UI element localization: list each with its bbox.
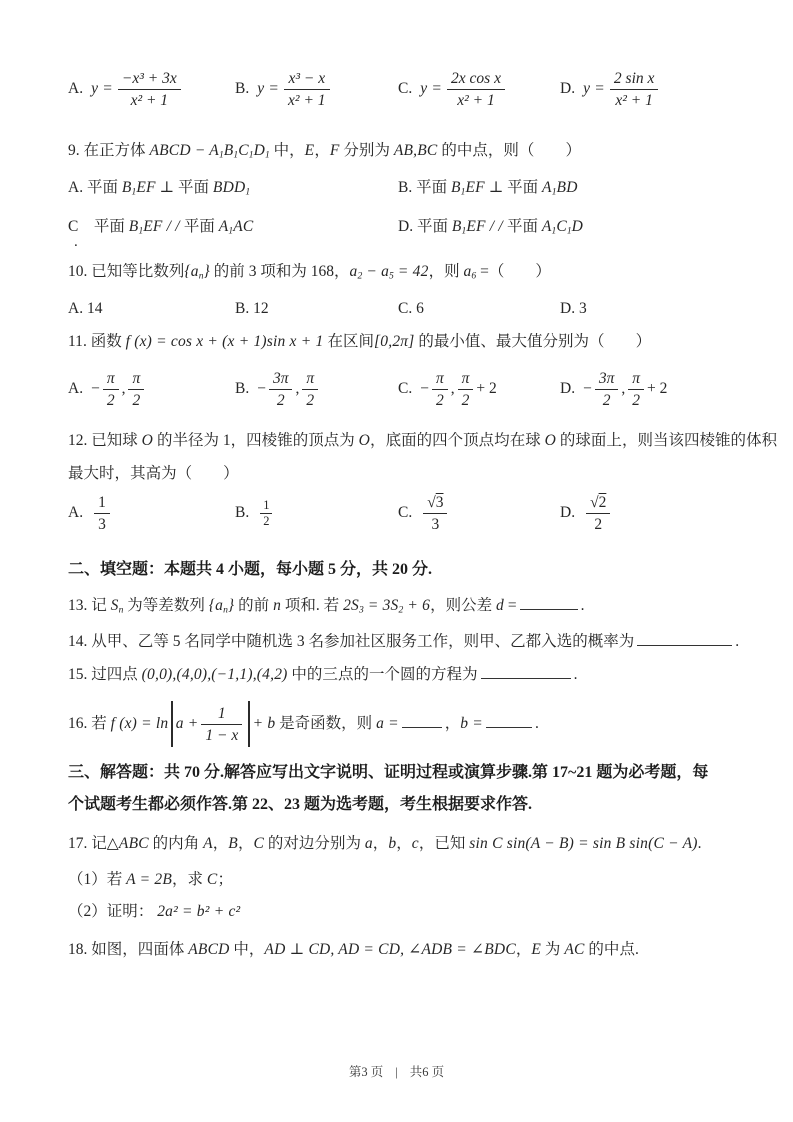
option-label: B. xyxy=(235,80,250,97)
text-segment: （2）证明： xyxy=(68,903,154,920)
answer-blank xyxy=(481,665,571,679)
fraction-denominator: 2 xyxy=(306,391,315,409)
option-label: B. xyxy=(235,504,250,521)
text-segment: ，求 xyxy=(172,871,204,888)
text-segment: . xyxy=(735,633,740,650)
option-label: D. xyxy=(560,80,576,97)
text-segment: sin C sin(A − B) = sin B sin(C − A) xyxy=(469,835,698,852)
text-segment: AC xyxy=(564,941,585,958)
fraction-numerator: π xyxy=(458,369,474,390)
text-segment: / / xyxy=(166,218,180,235)
text-segment: 的最小值、最大值分别为（ ） xyxy=(418,333,652,350)
text-segment: ，底面的四个顶点均在球 xyxy=(370,432,541,449)
fraction-numerator: 1 xyxy=(201,704,242,725)
fraction xyxy=(269,369,293,410)
text-segment: (0,0),(4,0),(−1,1),(4,2) xyxy=(141,666,288,683)
fraction-numerator: 2x cos x xyxy=(447,69,505,90)
answer-blank xyxy=(520,596,578,610)
text-segment: . xyxy=(534,715,539,732)
text-segment: $A_1C_1D$ xyxy=(541,218,584,237)
q10-option-a: A. 14 xyxy=(68,300,103,317)
option-label: A. xyxy=(68,380,84,397)
text-segment: （1）若 xyxy=(68,871,123,888)
q11-options-row xyxy=(0,367,793,411)
fraction xyxy=(610,69,658,110)
abs-value-bar xyxy=(248,701,249,747)
text-segment: $S_n$ xyxy=(110,597,124,616)
text-segment: $B_1EF$ xyxy=(451,179,485,198)
text-segment: ⊥ 平面 xyxy=(159,179,210,196)
radicand: 2 xyxy=(598,493,607,511)
option-label: D. xyxy=(560,504,576,521)
fraction-denominator: 2 xyxy=(594,515,603,533)
fraction xyxy=(260,498,272,529)
text-segment: AD ⊥ CD, AD = CD, ∠ADB = ∠BDC xyxy=(264,941,516,958)
fraction-denominator: 2 xyxy=(276,391,285,409)
fraction-denominator: 2 xyxy=(602,391,611,409)
q9-option-d xyxy=(398,216,583,238)
text-segment: $\{a_n\}$ xyxy=(184,263,210,282)
fraction-denominator: 2 xyxy=(435,391,444,409)
formula-lead: y = xyxy=(420,80,443,97)
formula-lead: y = xyxy=(91,80,113,97)
fraction-denominator: 2 xyxy=(106,391,115,409)
text-segment: 是奇函数，则 xyxy=(275,715,377,732)
minus-sign: − xyxy=(420,380,429,397)
text-segment: 平面 xyxy=(416,179,448,196)
comma: , xyxy=(121,380,126,397)
text-segment: 的中点. xyxy=(588,941,639,958)
formula-lead: y = xyxy=(257,80,280,97)
text-segment: ； xyxy=(217,871,233,888)
text-segment: . xyxy=(573,666,578,683)
fraction-numerator: 3π xyxy=(269,369,293,390)
text-segment: 13. xyxy=(68,597,88,614)
question-14-stem xyxy=(68,631,739,653)
text-segment: ABCD − $A_1B_1C_1D_1$ xyxy=(149,142,270,161)
sqrt-symbol: √ xyxy=(590,493,599,511)
footer-separator: | xyxy=(395,1065,398,1079)
text-segment: 平面 xyxy=(183,218,215,235)
text-segment: $B_1EF$ xyxy=(128,218,163,237)
q9-option-b xyxy=(398,177,578,199)
text-segment: ， xyxy=(396,835,412,852)
text-segment: $\{a_n\}$ xyxy=(208,597,235,616)
text-segment: 的半径为 1，四棱锥的顶点为 xyxy=(156,432,355,449)
fraction-numerator xyxy=(586,493,610,514)
text-segment: n xyxy=(273,597,282,614)
text-segment: C xyxy=(253,835,264,852)
text-segment: 中， xyxy=(233,941,265,958)
option-label: D. xyxy=(560,380,576,397)
comma: , xyxy=(621,380,626,397)
q10-option-b: B. 12 xyxy=(235,300,269,317)
text-segment: D. xyxy=(398,218,414,235)
option-label: A. xyxy=(68,504,84,521)
fraction xyxy=(447,69,505,110)
answer-blank xyxy=(486,714,532,728)
fraction xyxy=(628,369,644,410)
fraction-numerator: x³ − x xyxy=(284,69,330,90)
question-13-stem xyxy=(68,595,584,617)
q9-options-row-2 xyxy=(0,216,793,250)
text-segment: b xyxy=(388,835,397,852)
text-segment: 2a² = b² + c² xyxy=(157,903,241,920)
text-segment: a xyxy=(364,835,373,852)
text-segment: 平面 xyxy=(86,179,118,196)
option-label: C. xyxy=(398,504,413,521)
text-segment: 为 xyxy=(544,941,561,958)
question-17-part2 xyxy=(68,901,240,923)
q11-option-a xyxy=(68,367,147,411)
text-segment: 的内角 xyxy=(152,835,200,852)
option-label: C. xyxy=(398,380,413,397)
text-segment: 17. xyxy=(68,835,88,852)
q9-option-a xyxy=(68,177,250,199)
text-segment: ⊥ 平面 xyxy=(488,179,539,196)
fraction-numerator: π xyxy=(628,369,644,390)
fraction xyxy=(284,69,330,110)
text-segment: $2S_3 = 3S_2 + 6$ xyxy=(343,597,431,616)
question-15-stem xyxy=(68,664,577,686)
section-3-heading-line1: 三、解答题：共 70 分.解答应写出文字说明、证明过程或演算步骤.第 17~21 题为必考题，每 xyxy=(68,764,709,781)
fraction xyxy=(595,369,619,410)
text-segment: ， xyxy=(212,835,229,852)
text-segment: 11. xyxy=(68,333,87,350)
q10-option-c: C. 6 xyxy=(398,300,424,317)
text-segment: B. xyxy=(398,179,413,196)
text-segment: $A_1BD$ xyxy=(542,179,578,198)
suffix: + 2 xyxy=(476,380,497,397)
fraction xyxy=(103,369,119,410)
formula-segment: a = xyxy=(376,715,399,732)
text-segment: 如图，四面体 xyxy=(91,941,185,958)
question-12-stem-line1 xyxy=(68,430,777,452)
q8-option-d xyxy=(560,64,661,114)
stray-period: . xyxy=(74,234,78,250)
text-segment: E xyxy=(531,941,542,958)
answer-blank xyxy=(402,714,442,728)
q11-option-b xyxy=(235,367,321,411)
minus-sign: − xyxy=(583,380,592,397)
text-segment: 函数 xyxy=(90,333,122,350)
text-segment: 已知等比数列 xyxy=(91,263,185,280)
text-segment: AB,BC xyxy=(393,142,438,159)
answer-blank xyxy=(637,632,732,646)
text-segment: . xyxy=(697,835,702,852)
text-segment: . xyxy=(580,597,585,614)
fraction xyxy=(458,369,474,410)
question-number: 16. xyxy=(68,715,92,732)
fraction-denominator: x² + 1 xyxy=(457,91,495,109)
text-segment: d xyxy=(496,597,504,614)
text-segment: 中的三点的一个圆的方程为 xyxy=(291,666,478,683)
q8-options-row xyxy=(0,64,793,114)
text-segment: A = 2B xyxy=(126,871,173,888)
suffix: + 2 xyxy=(646,380,668,397)
text-segment: 记 xyxy=(91,835,107,852)
fraction-numerator: −x³ + 3x xyxy=(118,69,181,90)
question-18-stem xyxy=(68,939,639,961)
question-10-stem xyxy=(68,261,551,283)
text-segment: 9. xyxy=(68,142,80,159)
text-segment: C xyxy=(68,218,79,235)
page-footer xyxy=(0,1062,793,1080)
question-12-stem-line2 xyxy=(68,463,239,485)
text-segment: ，已知 xyxy=(418,835,466,852)
text-segment: [0,2π] xyxy=(374,333,415,350)
text-segment: 的前 xyxy=(238,597,270,614)
minus-sign: − xyxy=(91,380,100,397)
text-segment: ， xyxy=(372,835,389,852)
fraction-denominator: x² + 1 xyxy=(130,91,169,109)
text-segment: $A_1AC$ xyxy=(218,218,254,237)
section-3-heading-line2: 个试题考生都必须作答.第 22、23 题为选考题，考生根据要求作答. xyxy=(68,796,533,813)
text-segment: 平面 xyxy=(506,218,538,235)
q9-option-c xyxy=(68,216,254,250)
text-segment: A. xyxy=(68,179,84,196)
footer-total-pages: 共6 页 xyxy=(409,1065,445,1079)
q10-option-d: D. 3 xyxy=(560,300,587,317)
fraction-denominator: 1 − x xyxy=(205,726,239,744)
q11-option-c xyxy=(398,367,497,411)
q12-option-c xyxy=(398,491,450,535)
footer-page-number: 第3 页 xyxy=(348,1065,384,1079)
text-segment: B xyxy=(228,835,238,852)
text-segment: 的对边分别为 xyxy=(267,835,361,852)
text-segment: 为等差数列 xyxy=(127,597,205,614)
fraction-numerator: 1 xyxy=(260,498,272,514)
text-segment: 10. xyxy=(68,263,88,280)
text-segment: 中， xyxy=(273,142,305,159)
q8-option-b xyxy=(235,64,333,114)
fraction-denominator: 3 xyxy=(431,515,440,533)
question-9-stem xyxy=(68,140,581,162)
text-segment: f (x) = cos x + (x + 1)sin x + 1 xyxy=(125,333,324,350)
q12-options-row xyxy=(0,491,793,535)
text-segment: 18. xyxy=(68,941,88,958)
question-17-stem xyxy=(68,833,702,855)
minus-sign: − xyxy=(257,380,266,397)
text-segment: $a_2 - a_5 = 42$ xyxy=(349,263,429,282)
q11-option-d xyxy=(560,367,667,411)
text-segment: 最大时，其高为（ ） xyxy=(68,465,239,482)
q9-options-row-1 xyxy=(0,177,793,199)
formula-segment: b = xyxy=(460,715,483,732)
fraction xyxy=(94,493,110,534)
text-segment: 在正方体 xyxy=(83,142,146,159)
comma: , xyxy=(450,380,455,397)
text-segment: ABCD xyxy=(188,941,230,958)
sqrt-symbol: √ xyxy=(427,493,436,511)
text-segment: O xyxy=(141,432,154,449)
text-segment: 15. xyxy=(68,666,88,683)
text-segment: ，则 xyxy=(428,263,460,280)
text-segment: 的球面上，则当该四棱锥的体积 xyxy=(559,432,778,449)
text-segment: 平面 xyxy=(416,218,448,235)
formula-segment: f (x) = ln xyxy=(110,715,169,732)
fraction-numerator: 1 xyxy=(94,493,110,514)
text-segment: =（ ） xyxy=(480,263,551,280)
q8-option-a xyxy=(68,64,184,114)
text-segment: 平面 xyxy=(93,218,125,235)
text-segment: F xyxy=(329,142,340,159)
text-segment: 过四点 xyxy=(91,666,138,683)
formula-segment: + b xyxy=(252,715,276,732)
question-11-stem xyxy=(68,331,651,353)
fraction-denominator: 2 xyxy=(632,391,640,409)
text-segment: 从甲、乙等 5 名同学中随机选 3 名参加社区服务工作，则甲、乙都入选的概率为 xyxy=(91,633,635,650)
fraction-denominator: 2 xyxy=(263,513,270,528)
fraction-numerator: π xyxy=(103,369,119,390)
option-label: B. xyxy=(235,380,250,397)
fraction-numerator: π xyxy=(128,369,144,390)
text-segment: C xyxy=(206,871,218,888)
abs-value-bar xyxy=(171,701,172,747)
text-segment: 分别为 xyxy=(343,142,390,159)
text-segment: 14. xyxy=(68,633,88,650)
text-segment: A xyxy=(203,835,213,852)
fraction-denominator: x² + 1 xyxy=(288,91,326,109)
fraction xyxy=(118,69,181,110)
text-segment: ， xyxy=(444,715,461,732)
fraction xyxy=(201,704,242,745)
text-segment: / / xyxy=(489,218,503,235)
fraction-denominator: 2 xyxy=(132,391,141,409)
q12-option-b xyxy=(235,491,275,535)
fraction-denominator: 3 xyxy=(98,515,106,533)
text-segment: 12. xyxy=(68,432,88,449)
text-segment: 已知球 xyxy=(91,432,138,449)
fraction-numerator: 3π xyxy=(595,369,619,390)
text-segment: 在区间 xyxy=(327,333,375,350)
fraction xyxy=(432,369,448,410)
comma: , xyxy=(295,380,300,397)
fraction xyxy=(423,493,447,534)
option-label: C. xyxy=(398,80,413,97)
fraction-denominator: 2 xyxy=(461,391,470,409)
fraction-numerator: π xyxy=(302,369,318,390)
text-segment: 项和. 若 xyxy=(284,597,340,614)
text-segment: 记 xyxy=(91,597,107,614)
text-segment: 若 xyxy=(91,715,111,732)
text-segment: ，则公差 xyxy=(430,597,493,614)
formula-lead: y = xyxy=(583,80,605,97)
option-label: A. xyxy=(68,80,84,97)
fraction-numerator: 2 sin x xyxy=(610,69,658,90)
q12-option-d xyxy=(560,491,613,535)
q8-option-c xyxy=(398,64,508,114)
radicand: 3 xyxy=(435,493,444,511)
fraction xyxy=(302,369,318,410)
text-segment: c xyxy=(411,835,419,852)
question-16-stem xyxy=(68,699,539,749)
fraction-numerator xyxy=(423,493,447,514)
text-segment: $B_1EF$ xyxy=(121,179,156,198)
fraction-denominator: x² + 1 xyxy=(615,91,653,109)
text-segment: △ABC xyxy=(106,835,149,852)
text-segment: $B_1EF$ xyxy=(451,218,486,237)
text-segment: 的中点，则（ ） xyxy=(441,142,581,159)
text-segment: O xyxy=(544,432,556,449)
fraction xyxy=(128,369,144,410)
text-segment: 的前 3 项和为 168， xyxy=(213,263,350,280)
text-segment: O xyxy=(358,432,371,449)
text-segment: E xyxy=(304,142,315,159)
text-segment: ， xyxy=(314,142,330,159)
q12-option-a xyxy=(68,491,113,535)
q9-option-c-text xyxy=(68,218,253,235)
text-segment: ， xyxy=(237,835,254,852)
q10-options-row xyxy=(0,298,793,320)
formula-segment: a + xyxy=(175,715,199,732)
question-17-part1 xyxy=(68,869,233,891)
text-segment: $a_6$ xyxy=(463,263,477,282)
fraction xyxy=(586,493,610,534)
text-segment: ， xyxy=(515,941,532,958)
text-segment: $BDD_1$ xyxy=(212,179,251,198)
section-2-heading: 二、填空题：本题共 4 小题，每小题 5 分，共 20 分. xyxy=(68,561,433,578)
fraction-numerator: π xyxy=(432,369,448,390)
text-segment: = xyxy=(507,597,517,614)
